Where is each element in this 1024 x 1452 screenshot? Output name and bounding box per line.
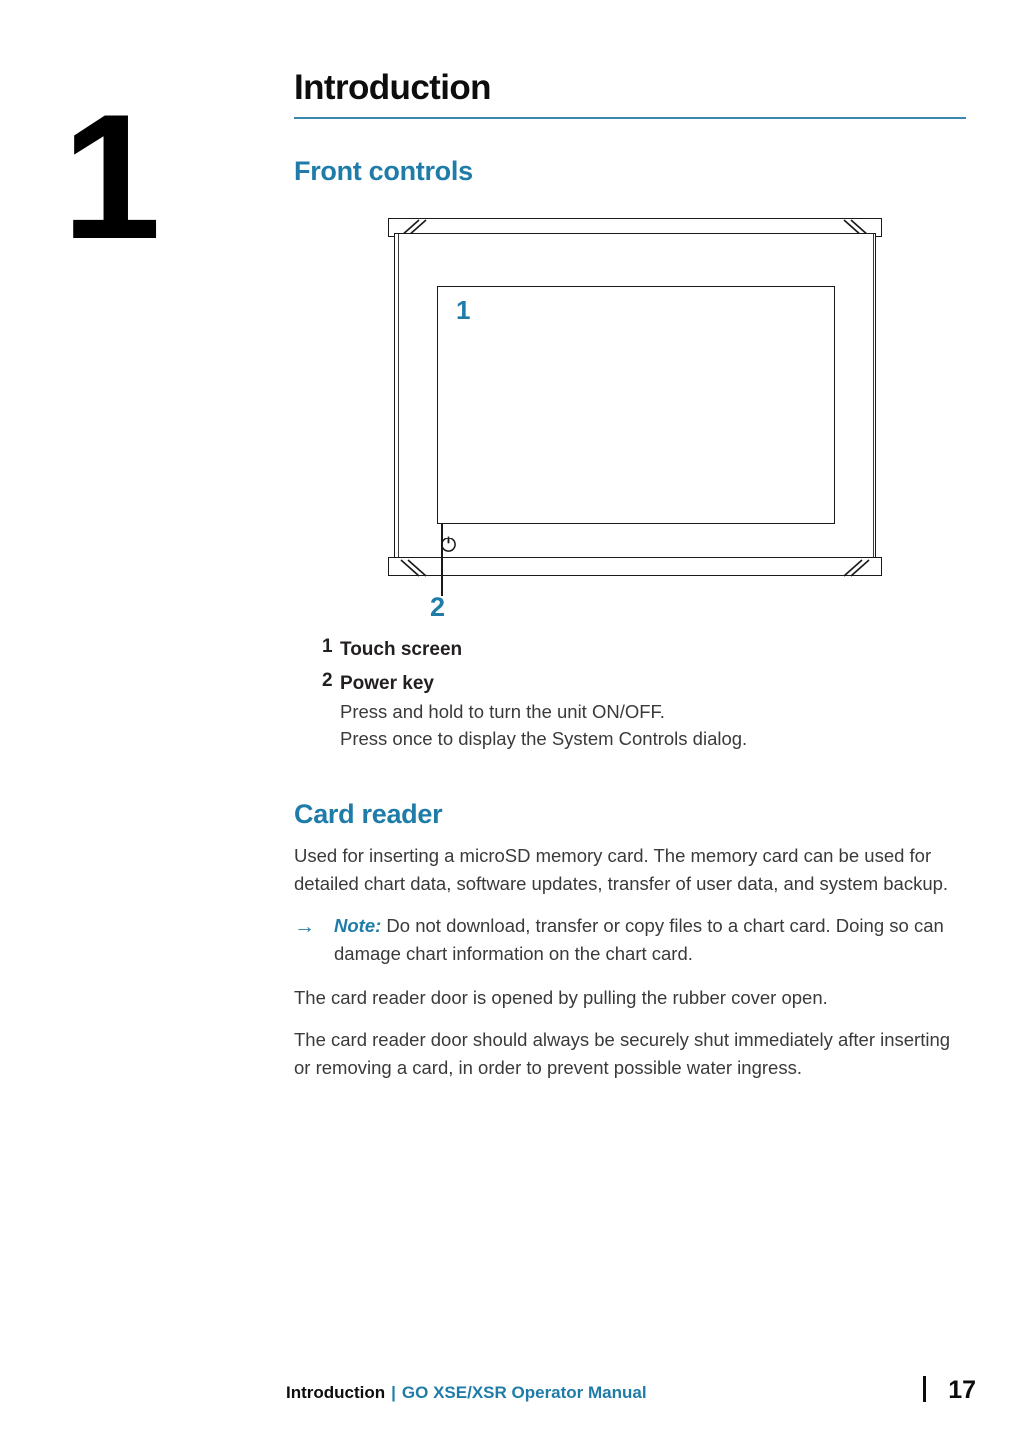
footer-separator: | bbox=[391, 1383, 396, 1402]
legend-body bbox=[340, 670, 966, 752]
corner-hatch-bottom-left-icon bbox=[397, 558, 437, 577]
device-illustration bbox=[388, 218, 882, 576]
figure-legend bbox=[294, 636, 966, 752]
callout-label-2: 2 bbox=[430, 592, 446, 623]
legend-item bbox=[294, 670, 966, 752]
front-controls-figure bbox=[294, 202, 966, 622]
legend-description-line: Press once to display the System Controls dialog. bbox=[340, 727, 748, 749]
corner-hatch-bottom-right-icon bbox=[833, 558, 873, 577]
note-block bbox=[294, 912, 966, 968]
device-bottom-trim bbox=[388, 557, 882, 576]
note-body: Do not download, transfer or copy files to a chart card. Doing so can damage chart information on the chart card. bbox=[334, 915, 944, 965]
page-title: Introduction bbox=[294, 68, 491, 107]
chapter-number: 1 bbox=[62, 77, 157, 276]
callout-label-1: 1 bbox=[456, 295, 471, 326]
page-content bbox=[294, 70, 966, 1095]
touch-screen-area[interactable] bbox=[437, 286, 835, 524]
section-heading-card-reader: Card reader bbox=[294, 799, 443, 830]
footer-page-number: 17 bbox=[948, 1376, 976, 1404]
arrow-right-icon: → bbox=[294, 915, 315, 939]
page-footer bbox=[286, 1372, 976, 1405]
footer-chapter-name: Introduction bbox=[286, 1383, 386, 1402]
title-divider bbox=[294, 117, 966, 119]
card-reader-paragraph-2: The card reader door is opened by pulling the rubber cover open. bbox=[294, 987, 828, 1009]
note-text bbox=[334, 912, 966, 968]
device-body bbox=[394, 233, 876, 563]
legend-item bbox=[294, 636, 966, 664]
section-heading-front-controls: Front controls bbox=[294, 155, 473, 186]
card-reader-paragraph-1: Used for inserting a microSD memory card. The memory card can be used for detailed chart data, software updates, transfer of user data, and system backup. bbox=[294, 844, 949, 895]
legend-number: 2 bbox=[322, 669, 333, 691]
legend-number: 1 bbox=[322, 636, 333, 658]
card-reader-paragraph-3: The card reader door should always be securely shut immediately after inserting or removing a card, in order to prevent possible water ingress. bbox=[294, 1028, 951, 1078]
footer-page-divider bbox=[923, 1376, 926, 1402]
callout-leader-line bbox=[441, 524, 443, 596]
legend-description-line: Press and hold to turn the unit ON/OFF. bbox=[340, 700, 665, 722]
legend-term: Power key bbox=[340, 672, 434, 694]
note-label: Note: bbox=[334, 915, 382, 937]
footer-manual-title: GO XSE/XSR Operator Manual bbox=[401, 1383, 647, 1402]
legend-term: Touch screen bbox=[340, 639, 463, 661]
legend-body bbox=[340, 636, 966, 664]
